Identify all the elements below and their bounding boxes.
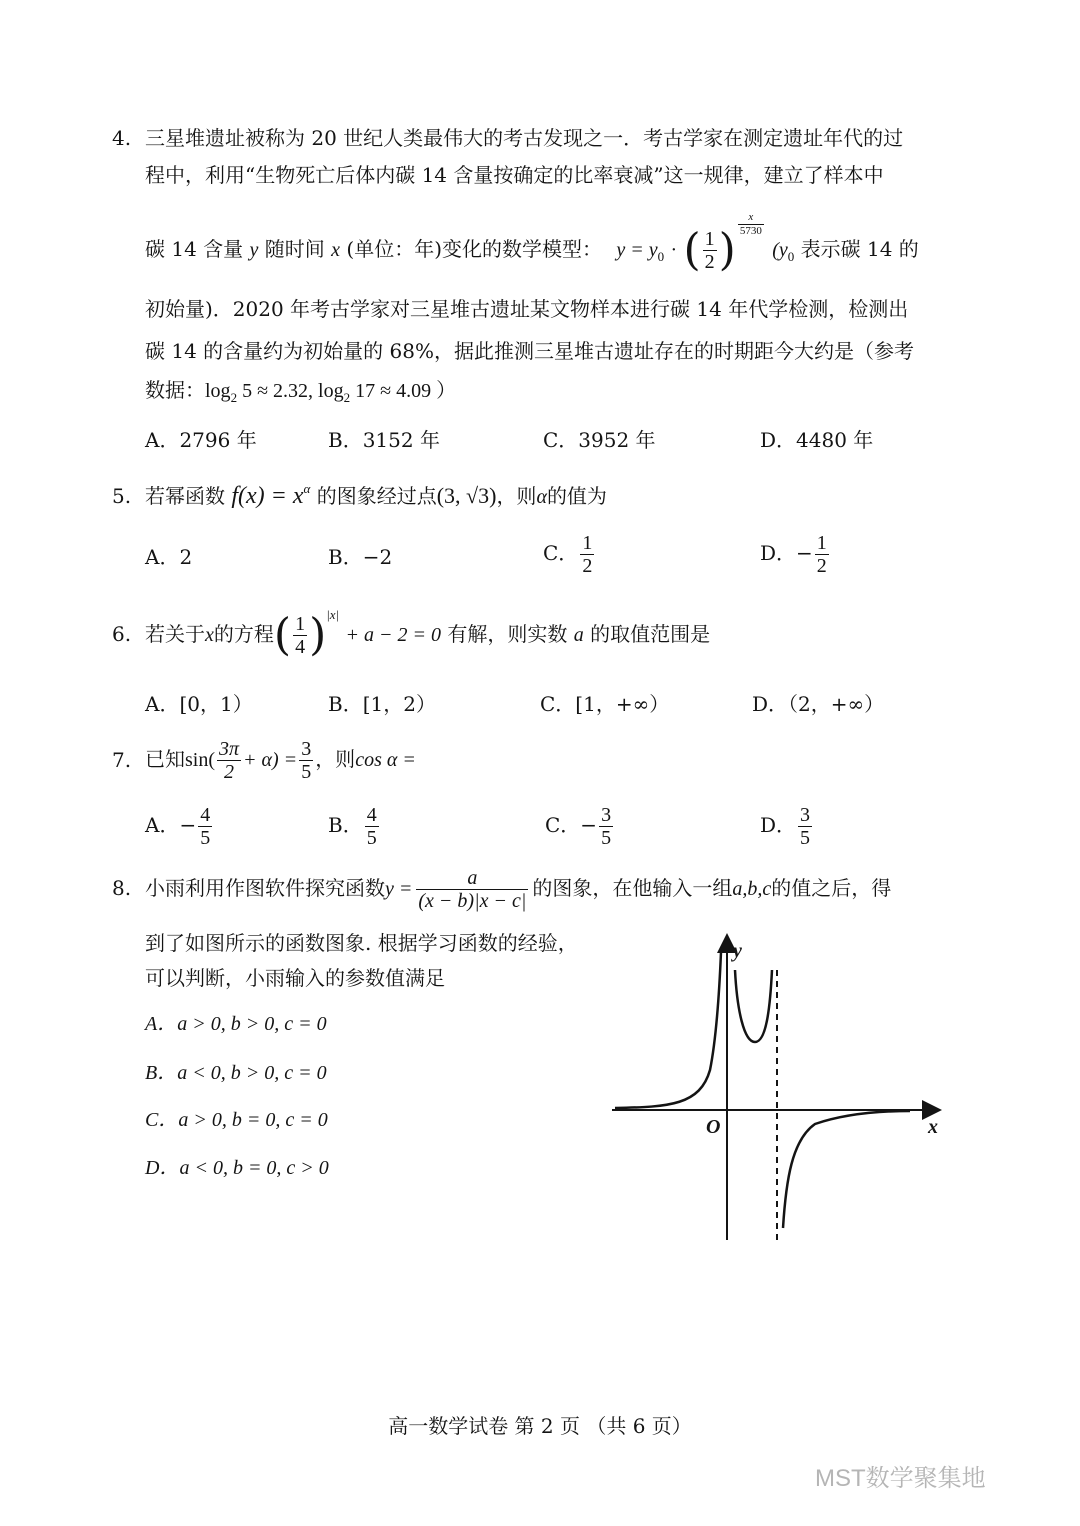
- q8-lhs: y =: [385, 878, 413, 900]
- q6-option-b: B．[1，2）: [328, 692, 436, 716]
- q4-exp-num: x: [738, 211, 764, 225]
- curve-middle-branch: [735, 970, 772, 1042]
- q5-number: 5.: [112, 484, 132, 508]
- q4-line1: 三星堆遗址被称为 20 世纪人类最伟大的考古发现之一．考古学家在测定遗址年代的过: [145, 126, 904, 150]
- q7-option-b-fraction: [365, 804, 379, 849]
- q6-left-paren: (: [273, 609, 292, 661]
- q4-line6: [145, 378, 456, 405]
- q7-option-b-den: 5: [366, 827, 377, 849]
- q5-option-c-num: 1: [582, 532, 593, 554]
- q5-alpha: α: [536, 486, 547, 508]
- q6-equation: + a − 2 = 0: [345, 624, 442, 646]
- q8-text-b: 的图象，在他输入一组: [532, 876, 733, 900]
- q4-log-a: log: [205, 380, 231, 402]
- q7-option-d-num: 3: [800, 804, 811, 826]
- q4-log-value-a: 5 ≈ 2.32, log: [237, 380, 344, 402]
- q8-line3: 可以判断，小雨输入的参数值满足: [145, 966, 445, 990]
- q4-model-dot: ·: [670, 239, 678, 261]
- q7-option-a-den: 5: [200, 827, 211, 849]
- q8-option-a: A．a > 0, b > 0, c = 0: [145, 1013, 327, 1035]
- q4-data-label: 数据：: [145, 378, 205, 402]
- q4-line4: 初始量)．2020 年考古学家对三星堆古遗址某文物样本进行碳 14 年代学检测，检测出: [145, 297, 909, 321]
- q7-option-c-fraction: [599, 804, 613, 849]
- q7-option-b-num: 4: [366, 804, 377, 826]
- q7-rhs-num: 3: [301, 738, 312, 760]
- q8-option-d: D．a < 0, b = 0, c > 0: [145, 1157, 329, 1179]
- q8-function-graph: [610, 930, 950, 1245]
- q5-exp-alpha: α: [303, 481, 311, 496]
- q5-option-c-label: C．: [543, 541, 579, 565]
- q5-stem: [145, 481, 607, 511]
- q7-number: 7.: [112, 748, 132, 772]
- watermark: MST数学聚集地: [815, 1465, 986, 1492]
- q7-stem: [145, 733, 416, 785]
- q5-option-d-label: D．−: [760, 541, 813, 565]
- q5-func: f(x) = x: [231, 483, 304, 509]
- q4-line3-text-b: 随时间: [264, 237, 325, 261]
- q7-angle-fraction: [217, 738, 241, 783]
- q5-text-a: 若幂函数: [145, 484, 225, 508]
- q4-line3-text-c: (单位：年)变化的数学模型：: [346, 237, 602, 261]
- q4-model-fraction: [703, 228, 717, 273]
- q7-rhs-fraction: [299, 738, 313, 783]
- q6-frac-den: 4: [295, 636, 306, 658]
- q5-option-d-den: 2: [816, 555, 827, 577]
- q8-option-c: C．a > 0, b = 0, c = 0: [145, 1109, 328, 1131]
- q7-option-c-label: C．−: [545, 813, 598, 837]
- curve-right-branch: [783, 1111, 910, 1228]
- q4-y0-open: (y: [772, 239, 788, 261]
- q7-angle-den: 2: [224, 761, 235, 783]
- q4-line2: 程中，利用“生物死亡后体内碳 14 含量按确定的比率衰减”这一规律，建立了样本中: [145, 163, 884, 187]
- q6-text-a: 若关于: [145, 622, 205, 646]
- q4-var-x: x: [331, 239, 341, 261]
- q4-right-paren: ): [718, 224, 736, 276]
- q8-option-b: B．a < 0, b > 0, c = 0: [145, 1062, 327, 1084]
- graph-label-x: x: [928, 1116, 938, 1138]
- q4-model-lhs: y = y: [616, 239, 658, 261]
- q7-option-a: [145, 804, 214, 849]
- q4-option-d: D．4480 年: [760, 428, 874, 452]
- q4-line3-text-a: 碳 14 含量: [145, 237, 244, 261]
- q7-option-b-label: B．: [328, 813, 363, 837]
- q4-option-a: A．2796 年: [145, 428, 257, 452]
- q7-text-a: 已知: [145, 747, 185, 771]
- q8-number: 8.: [112, 876, 132, 900]
- curve-left-branch: [615, 952, 721, 1108]
- q7-sin: sin(: [185, 749, 215, 771]
- q4-line3-text-e: 表示碳 14 的: [800, 237, 919, 261]
- q7-option-b: [328, 804, 381, 849]
- q6-var-x: x: [205, 624, 214, 646]
- q8-frac-den: (x − b)|x − c|: [418, 890, 527, 912]
- q7-option-d-label: D．: [760, 813, 797, 837]
- q4-left-paren: (: [683, 224, 701, 276]
- q6-stem: [145, 608, 710, 660]
- q7-option-d: [760, 804, 814, 849]
- page-footer: 高一数学试卷 第 2 页 （共 6 页）: [388, 1414, 692, 1438]
- q4-frac-den: 2: [704, 251, 715, 273]
- q8-vars: a,b,c: [732, 878, 772, 900]
- q7-option-a-num: 4: [200, 804, 211, 826]
- q5-option-c-fraction: [580, 532, 594, 577]
- q6-right-paren: ): [309, 609, 327, 661]
- q4-frac-num: 1: [704, 228, 715, 250]
- q8-frac-num: a: [416, 867, 528, 890]
- q5-option-d: [760, 532, 831, 577]
- q7-option-d-den: 5: [800, 827, 811, 849]
- q4-exponent: [738, 211, 764, 238]
- q7-option-c-num: 3: [601, 804, 612, 826]
- q6-option-d: D．（2，+∞）: [752, 692, 885, 716]
- q5-option-d-fraction: [815, 532, 829, 577]
- q7-cos: cos α =: [355, 749, 416, 771]
- q4-option-b: B．3152 年: [328, 428, 440, 452]
- q6-fraction: [293, 613, 307, 658]
- q6-text-b: 的方程: [213, 622, 274, 646]
- q4-line5: 碳 14 的含量约为初始量的 68%，据此推测三星堆古遗址存在的时期距今大约是（参考: [145, 339, 914, 363]
- q8-fraction: [416, 867, 528, 912]
- graph-label-y: y: [733, 940, 742, 962]
- q7-rhs-den: 5: [301, 761, 312, 783]
- q7-option-c: [545, 804, 615, 849]
- q4-var-y: y: [249, 239, 259, 261]
- q7-option-a-label: A．−: [145, 813, 197, 837]
- q6-var-a: a: [573, 624, 584, 646]
- q7-option-d-fraction: [798, 804, 812, 849]
- q7-angle-num: 3π: [219, 738, 240, 760]
- q7-text-b: ，则: [315, 747, 356, 771]
- q4-option-c: C．3952 年: [543, 428, 656, 452]
- q4-log-base-a: 2: [230, 390, 238, 405]
- q4-number: 4.: [112, 126, 132, 150]
- q4-log-value-b: 17 ≈ 4.09 ）: [350, 380, 457, 402]
- q5-option-a: A．2: [145, 545, 193, 569]
- q5-text-c: ，则: [496, 484, 537, 508]
- q8-stem: [145, 862, 891, 914]
- q6-option-a: A．[0，1）: [145, 692, 253, 716]
- q4-model-sub: 0: [657, 249, 665, 264]
- q5-option-d-num: 1: [816, 532, 827, 554]
- q8-text-c: 的值之后，得: [771, 876, 892, 900]
- q5-text-b: 的图象经过点: [316, 484, 437, 508]
- q4-log-base-b: 2: [343, 390, 351, 405]
- q7-plus-alpha: + α) =: [243, 749, 298, 771]
- graph-label-origin: O: [706, 1116, 721, 1138]
- q8-line2: 到了如图所示的函数图象. 根据学习函数的经验，: [145, 931, 578, 955]
- q6-frac-num: 1: [295, 613, 306, 635]
- q6-option-c: C．[1，+∞）: [540, 692, 670, 716]
- q6-exponent: |x|: [326, 607, 340, 622]
- q7-option-c-den: 5: [601, 827, 612, 849]
- q5-option-b: B．−2: [328, 545, 393, 569]
- q6-number: 6.: [112, 622, 132, 646]
- q5-point: (3, √3): [436, 483, 497, 508]
- q4-exp-den: 5730: [739, 225, 762, 237]
- q6-text-c: 有解，则实数: [447, 622, 568, 646]
- q8-text-a: 小雨利用作图软件探究函数: [145, 876, 385, 900]
- q6-text-d: 的取值范围是: [590, 622, 711, 646]
- q4-y0-sub: 0: [787, 249, 795, 264]
- q4-line3: [145, 211, 919, 276]
- q5-text-d: 的值为: [546, 484, 607, 508]
- q7-option-a-fraction: [198, 804, 212, 849]
- q5-option-c: [543, 532, 596, 577]
- q5-option-c-den: 2: [582, 555, 593, 577]
